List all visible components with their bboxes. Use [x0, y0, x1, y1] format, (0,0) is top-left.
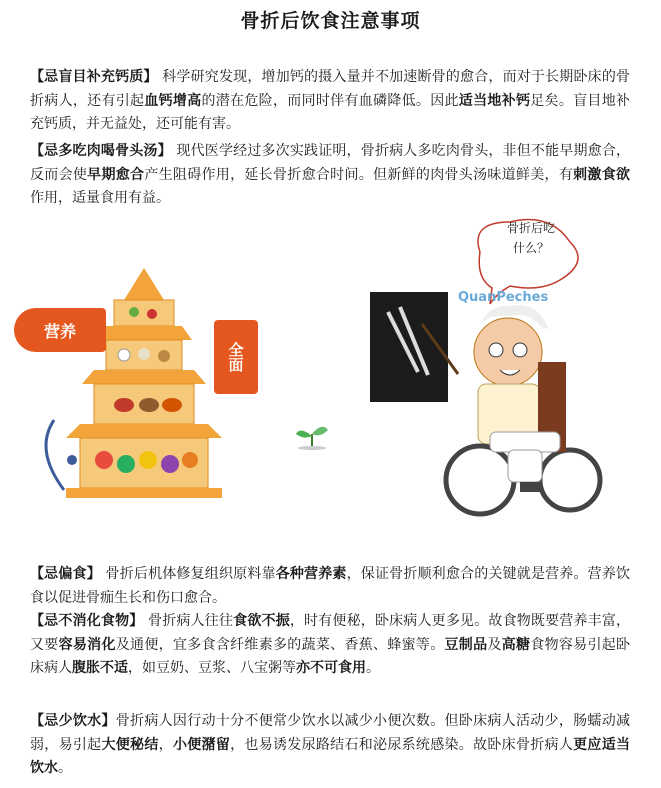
section-tag: 【忌多吃肉喝骨头汤】	[30, 143, 172, 159]
highlight: 更应适当饮水	[30, 736, 631, 776]
text: 。	[58, 760, 72, 776]
text: 足矣。盲目地补充钙质，并无益处，还可能有害。	[30, 92, 631, 132]
highlight: 容易消化	[58, 636, 116, 653]
text: 食物容易引起卧床病人	[30, 636, 631, 676]
highlight: 血钙增高	[144, 92, 202, 109]
section-tag: 【忌盲目补充钙质】	[30, 69, 158, 85]
text: 作用，适量食用有益。	[30, 190, 170, 206]
page-title: 骨折后饮食注意事项	[240, 10, 421, 32]
highlight: 亦不可食用	[296, 660, 366, 676]
paragraph-partial-eclipse	[30, 563, 630, 610]
text: ，时有便秘，卧床病人更多见。故食物既要营养丰富，又要	[30, 613, 631, 653]
highlight: 适当地补钙	[458, 92, 531, 109]
paragraph-water-intake	[30, 710, 630, 781]
highlight: 高糖	[501, 636, 531, 653]
paragraph-indigestible-food	[30, 610, 630, 681]
nutrition-label: 营养	[14, 308, 106, 352]
text: 科学研究发现，增加钙的摄入量并不加速断骨的愈合，而对于长期卧床的骨折病人，还有引起	[30, 69, 631, 109]
highlight: 大便秘结	[101, 736, 159, 753]
highlight: 食欲不振	[233, 613, 290, 629]
highlight: 刺激食欲	[573, 166, 631, 183]
text: 的潜在危险，而同时伴有血磷降低。因此	[201, 92, 459, 109]
section-tag: 【忌偏食】	[30, 566, 101, 582]
section-tag: 【忌少饮水】	[30, 713, 116, 729]
text: 产生阻碍作用，延长骨折愈合时间。但新鲜的肉骨头汤味道鲜美，有	[144, 166, 574, 183]
text: 现代医学经过多次实践证明，骨折病人多吃肉骨头，非但不能早期愈合，反而会使	[30, 143, 630, 183]
highlight: 腹胀不适	[72, 660, 128, 676]
doctor-wheelchair-image	[360, 212, 650, 542]
highlight: 豆制品	[444, 636, 488, 653]
speech-bubble	[490, 218, 572, 258]
bubble-line: 骨折后吃	[506, 221, 555, 235]
text: 及通便，宜多食含纤维素多的蔬菜、香蕉、蜂蜜等。	[115, 636, 445, 653]
illustration	[0, 212, 661, 542]
section-tag: 【忌不消化食物】	[30, 613, 144, 629]
highlight: 早期愈合	[87, 166, 145, 183]
comprehensive-label: 全面	[214, 320, 258, 394]
text: 及	[487, 636, 502, 653]
text: 骨折后机体修复组织原料靠	[100, 566, 276, 582]
highlight: 小便潴留	[172, 736, 231, 753]
text: ，也易诱发尿路结石和泌尿系统感染。故卧床骨折病人	[230, 736, 574, 753]
text: ，如豆奶、豆浆、八宝粥等	[128, 660, 296, 676]
sprout-icon	[292, 420, 332, 450]
text: 骨折病人因行动十分不便常少饮水以减少小便次数。但卧床病人活动少，肠蠕动减弱，易引起	[30, 713, 631, 753]
logo: QuanPeches	[458, 290, 549, 305]
bubble-line: 什么？	[512, 241, 549, 255]
paragraph-bone-soup	[30, 140, 630, 211]
text: 骨折病人往往	[143, 613, 234, 629]
text: ，保证骨折顺利愈合的关键就是营养。营养饮食以促进骨痂生长和伤口愈合。	[30, 566, 631, 606]
highlight: 各种营养素	[275, 566, 347, 582]
text: ，	[158, 736, 173, 753]
text: 。	[366, 660, 380, 676]
paragraph-calcium	[30, 66, 630, 137]
